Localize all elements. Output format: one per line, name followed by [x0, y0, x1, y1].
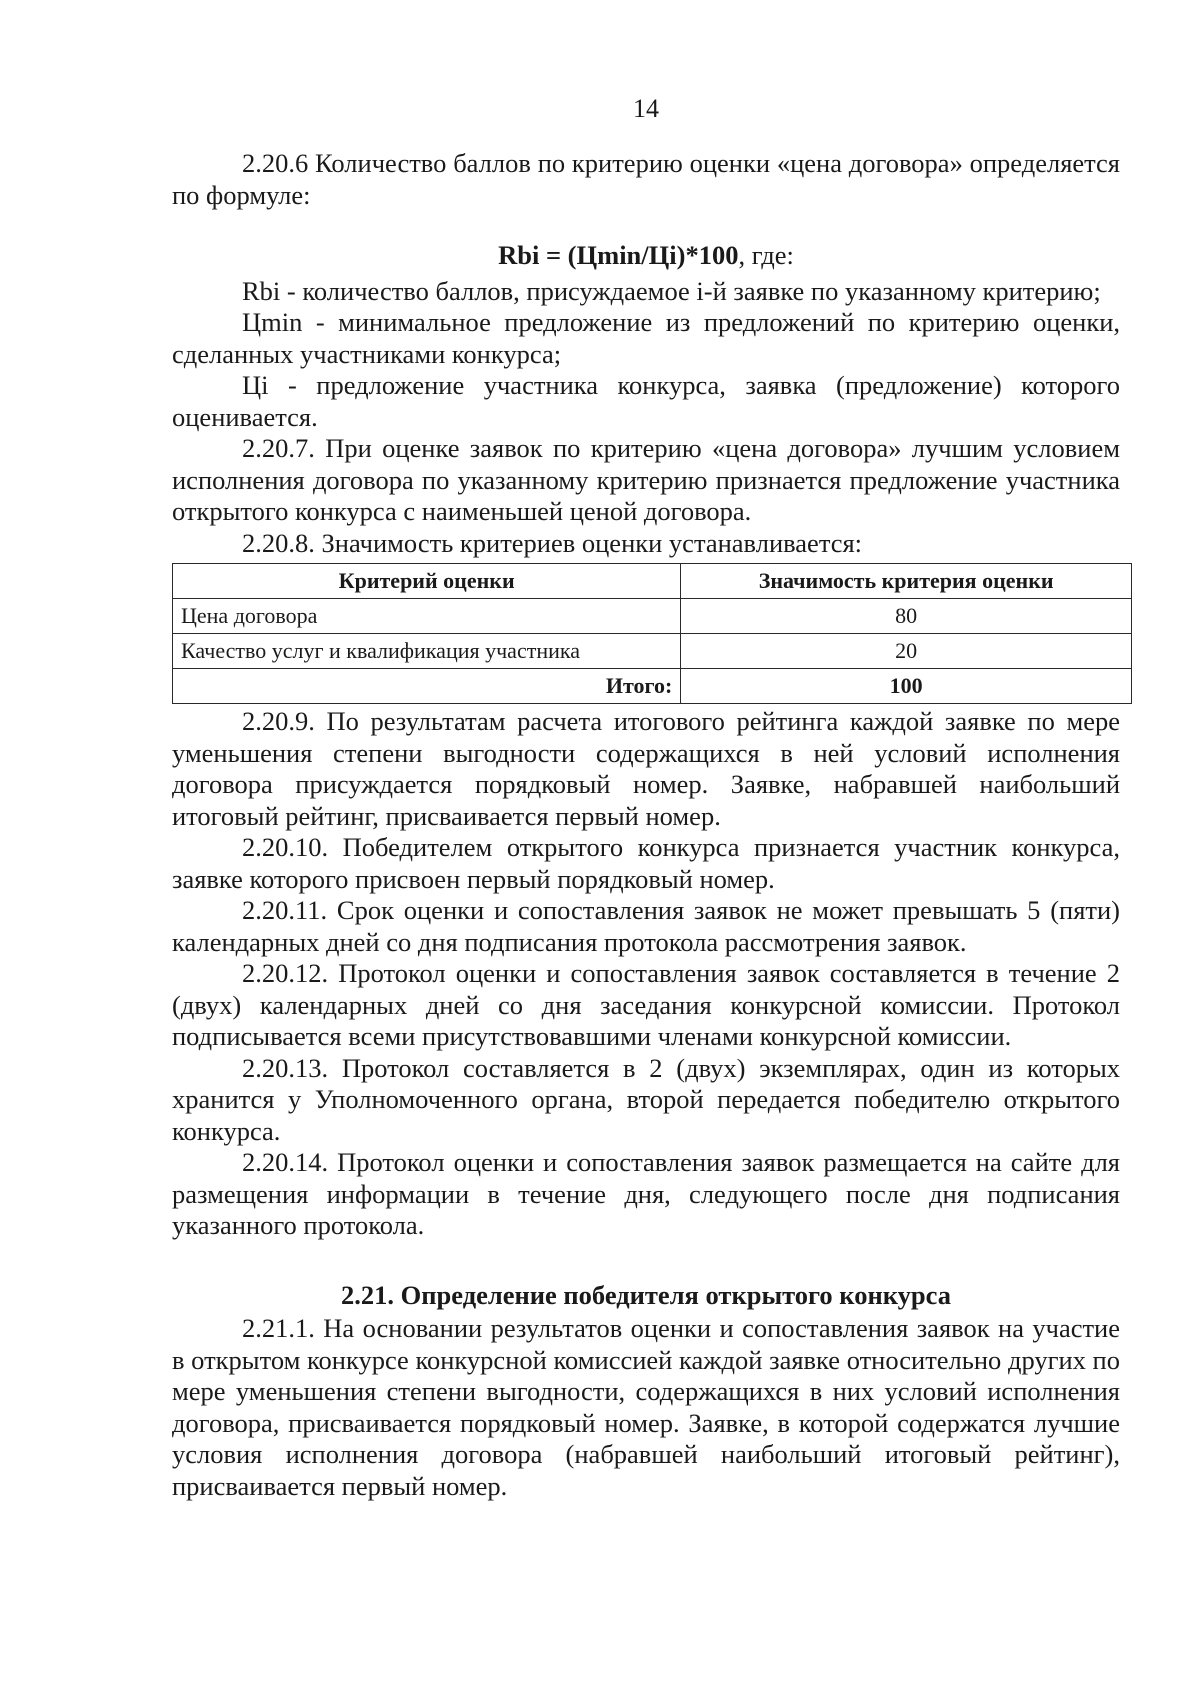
table-header-row	[173, 564, 1132, 599]
formula-expression: Rbi = (Цmin/Цi)*100	[498, 240, 739, 270]
criterion-cell: Качество услуг и квалификация участника	[173, 634, 681, 669]
table-total-row	[173, 669, 1132, 704]
criteria-table	[172, 563, 1132, 704]
paragraph-2-20-14: 2.20.14. Протокол оценки и сопоставления заявок размещается на сайте для размещения информации в течение дня, следующего после дня подписания указанного протокола.	[172, 1147, 1120, 1240]
formula-suffix: , где:	[738, 240, 794, 270]
criterion-cell: Цена договора	[173, 599, 681, 634]
total-value: 100	[681, 669, 1132, 704]
section-title-2-21: 2.21. Определение победителя открытого конкурса	[341, 1279, 951, 1310]
paragraph-2-20-11: 2.20.11. Срок оценки и сопоставления заявок не может превышать 5 (пяти) календарных дней со дня подписания протокола рассмотрения заявок.	[172, 895, 1120, 957]
paragraph-2-20-13: 2.20.13. Протокол составляется в 2 (двух) экземплярах, один из которых хранится у Уполномоченного органа, второй передается победителю открытого конкурса.	[172, 1052, 1120, 1146]
page-number: 14	[633, 94, 659, 123]
weight-cell: 80	[681, 599, 1132, 634]
header-criterion: Критерий оценки	[173, 564, 681, 599]
paragraph-2-20-6: 2.20.6 Количество баллов по критерию оценки «цена договора» определяется по формуле:	[172, 148, 1120, 210]
total-label: Итого:	[173, 669, 681, 704]
table-row	[173, 599, 1132, 634]
table-row	[173, 634, 1132, 669]
paragraph-2-20-10: 2.20.10. Победителем открытого конкурса признается участник конкурса, заявке которого присвоен первый порядковый номер.	[172, 832, 1120, 894]
definition-ci: Цi - предложение участника конкурса, заявка (предложение) которого оценивается.	[172, 370, 1120, 432]
paragraph-2-20-7: 2.20.7. При оценке заявок по критерию «цена договора» лучшим условием исполнения договора по указанному критерию признается предложение участника открытого конкурса с наименьшей ценой договора.	[172, 433, 1120, 526]
definition-rbi: Rbi - количество баллов, присуждаемое i-й заявке по указанному критерию;	[242, 275, 1101, 306]
definition-cmin: Цmin - минимальное предложение из предложений по критерию оценки, сделанных участниками конкурса;	[172, 307, 1120, 369]
paragraph-2-20-8: 2.20.8. Значимость критериев оценки устанавливается:	[242, 527, 863, 558]
formula	[172, 240, 1120, 272]
paragraph-2-20-12: 2.20.12. Протокол оценки и сопоставления заявок составляется в течение 2 (двух) календарных дней со дня заседания конкурсной комиссии. Протокол подписывается всеми присутствовавшими членами конкурсной комиссии.	[172, 958, 1120, 1051]
paragraph-2-21-1: 2.21.1. На основании результатов оценки и сопоставления заявок на участие в открытом конкурсе конкурсной комиссией каждой заявке относительно других по мере уменьшения степени выгодности, содержащихся в них условий исполнения договора, присваивается порядковый номер. Заявке, в которой содержатся лучшие условия исполнения договора (набравшей наибольший итоговый рейтинг), присваивается первый номер.	[172, 1313, 1120, 1501]
header-weight: Значимость критерия оценки	[681, 564, 1132, 599]
weight-cell: 20	[681, 634, 1132, 669]
paragraph-2-20-9: 2.20.9. По результатам расчета итогового рейтинга каждой заявке по мере уменьшения степени выгодности содержащихся в ней условий исполнения договора присуждается порядковый номер. Заявке, набравшей наибольший итоговый рейтинг, присваивается первый номер.	[172, 706, 1120, 831]
